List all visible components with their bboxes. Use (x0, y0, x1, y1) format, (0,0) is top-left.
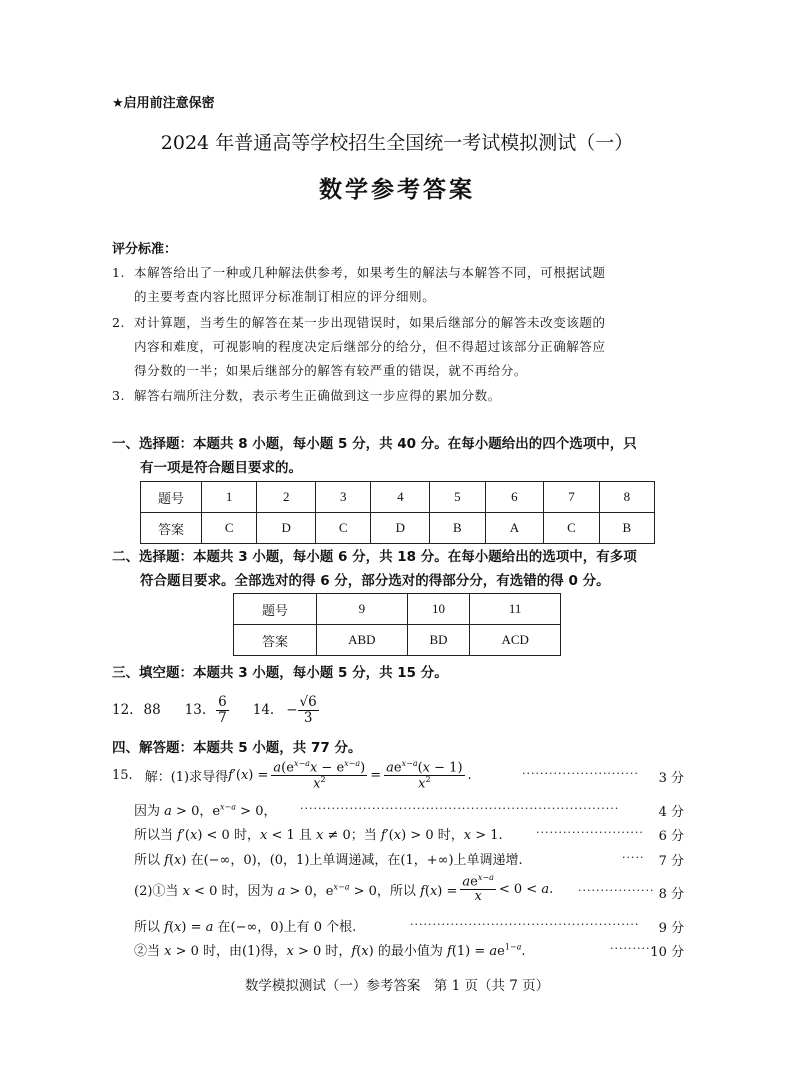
score: 9 分 (658, 921, 684, 936)
q12-number: 12. (112, 702, 134, 718)
table-cell: 2 (257, 482, 316, 513)
table-cell: B (599, 513, 654, 544)
table-cell: ACD (470, 625, 561, 656)
criteria-num: 1. (112, 265, 126, 280)
q15-step-4: 所以 f(x) 在(−∞，0)，(0，1)上单调递减，在(1，+∞)上单调递增. (134, 853, 523, 868)
formula-fraction: $\frac{ae^{x-a}(x - 1)}{x^2}$ (386, 758, 463, 791)
table-cell: 4 (371, 482, 430, 513)
table-cell: 9 (317, 594, 408, 625)
table-cell: 题号 (234, 594, 317, 625)
q14-answer (298, 695, 319, 724)
q12-answer: 88 (143, 702, 161, 718)
criteria-line: 解答右端所注分数，表示考生正确做到这一步应得的累加分数。 (134, 388, 501, 403)
q14-sign: − (286, 702, 298, 718)
section2-answer-table (233, 593, 561, 656)
criteria-item-1 (112, 263, 606, 281)
table-row (141, 513, 655, 544)
q15-step-6: 所以 f(x) = a 在(−∞，0)上有 0 个根. (134, 920, 357, 935)
page-footer: 数学模拟测试（一）参考答案 第 1 页（共 7 页） (244, 978, 550, 994)
q15-step-7: ②当 x > 0 时，由(1)得，x > 0 时，f(x) 的最小值为 $f(1) = ae^{1-a}$. (134, 942, 526, 959)
criteria-num: 2. (112, 315, 126, 330)
leader-dots: ························ (536, 826, 644, 839)
table-cell: 5 (430, 482, 485, 513)
table-cell: D (257, 513, 316, 544)
table-cell: C (544, 513, 599, 544)
table-row (234, 594, 561, 625)
table-cell: 题号 (141, 482, 202, 513)
table-cell: 1 (202, 482, 257, 513)
page-title: 数学参考答案 (319, 177, 475, 203)
formula-fraction: $\frac{a(e^{x-a}x - e^{x-a})}{x^2}$ (273, 758, 366, 791)
table-cell: C (316, 513, 371, 544)
criteria-heading: 评分标准： (112, 242, 178, 257)
q15-step-1: 15. 解：(1)求导得 f′(x) = $\frac{a(e^{x-a}x - e^{x-a})}{x^2}$ = $\frac{ae^{x-a}(x - 1)}{x^2}$ . (112, 758, 472, 791)
score: 7 分 (658, 854, 684, 869)
table-cell: B (430, 513, 485, 544)
score: 10 分 (650, 945, 684, 960)
table-row (234, 625, 561, 656)
leader-dots: ······································································· (300, 802, 620, 815)
q14-number: 14. (252, 702, 275, 718)
table-cell: 11 (470, 594, 561, 625)
section1-answer-table (140, 481, 655, 544)
q15-step-5: (2)①当 x < 0 时，因为 a > 0，$e^{x-a} > 0$，所以 f(x) = $\frac{ae^{x-a}}{x}$ < 0 < a. (134, 873, 554, 905)
q13-denominator: 7 (218, 709, 227, 726)
q14-numerator: √6 (299, 694, 317, 711)
q15-step-2: 因为 a > 0，$e^{x-a} > 0$， (134, 802, 277, 819)
table-cell: 3 (316, 482, 371, 513)
formula-fraction: $\frac{ae^{x-a}}{x}$ (462, 873, 494, 905)
criteria-num: 3. (112, 388, 126, 403)
section3-heading: 三、填空题：本题共 3 小题，每小题 5 分，共 15 分。 (112, 665, 448, 681)
table-cell: A (485, 513, 544, 544)
criteria-line: 本解答给出了一种或几种解法供参考，如果考生的解法与本解答不同，可根据试题 (134, 265, 606, 280)
q15-intro: 解：(1)求导得 (144, 769, 229, 785)
criteria-item-2 (112, 313, 606, 331)
score: 3 分 (658, 771, 684, 786)
criteria-item-3 (112, 386, 501, 404)
table-cell: 10 (407, 594, 470, 625)
criteria-line: 的主要考查内容比照评分标准制订相应的评分细则。 (134, 289, 436, 304)
q14-denominator: 3 (303, 709, 313, 726)
q13-answer (216, 695, 229, 724)
table-cell: D (371, 513, 430, 544)
q15-step-3: 所以当 f′(x) < 0 时，x < 1 且 x ≠ 0；当 f′(x) > 0 时，x > 1. (134, 828, 503, 843)
score: 8 分 (658, 887, 684, 902)
leader-dots: ·························· (522, 767, 639, 780)
section2-line-1: 二、选择题：本题共 3 小题，每小题 6 分，共 18 分。在每小题给出的选项中，有多项 (112, 549, 637, 565)
section4-heading: 四、解答题：本题共 5 小题，共 77 分。 (112, 740, 362, 756)
leader-dots: ····· (622, 851, 645, 864)
criteria-line: 对计算题，当考生的解答在某一步出现错误时，如果后继部分的解答未改变该题的 (134, 315, 606, 330)
table-cell: ABD (317, 625, 408, 656)
q15-label: 15. (112, 767, 133, 783)
score: 4 分 (658, 805, 684, 820)
table-cell: 6 (485, 482, 544, 513)
section1-line-2: 有一项是符合题目要求的。 (140, 460, 302, 476)
q13-numerator: 6 (218, 694, 227, 711)
q13-number: 13. (184, 702, 207, 718)
criteria-line: 得分数的一半；如果后继部分的解答有较严重的错误，就不再给分。 (134, 363, 528, 378)
section1-line-1: 一、选择题：本题共 8 小题，每小题 5 分，共 40 分。在每小题给出的四个选项中，只 (112, 436, 637, 452)
exam-title: 2024 年普通高等学校招生全国统一考试模拟测试（一） (160, 132, 634, 154)
table-cell: 答案 (141, 513, 202, 544)
section2-line-2: 符合题目要求。全部选对的得 6 分，部分选对的得部分分，有选错的得 0 分。 (140, 573, 610, 589)
leader-dots: ·········· (610, 942, 655, 955)
formula: f′(x) = (228, 767, 269, 783)
criteria-line: 内容和难度，可视影响的程度决定后继部分的给分，但不得超过该部分正确解答应 (134, 339, 606, 354)
leader-dots: ················· (578, 884, 655, 897)
table-row (141, 482, 655, 513)
table-cell: 7 (544, 482, 599, 513)
table-cell: C (202, 513, 257, 544)
table-cell: BD (407, 625, 470, 656)
confidential-notice: ★启用前注意保密 (112, 96, 215, 111)
fill-in-answers (112, 690, 319, 730)
leader-dots: ··················································· (410, 918, 640, 931)
score: 6 分 (658, 829, 684, 844)
table-cell: 答案 (234, 625, 317, 656)
table-cell: 8 (599, 482, 654, 513)
